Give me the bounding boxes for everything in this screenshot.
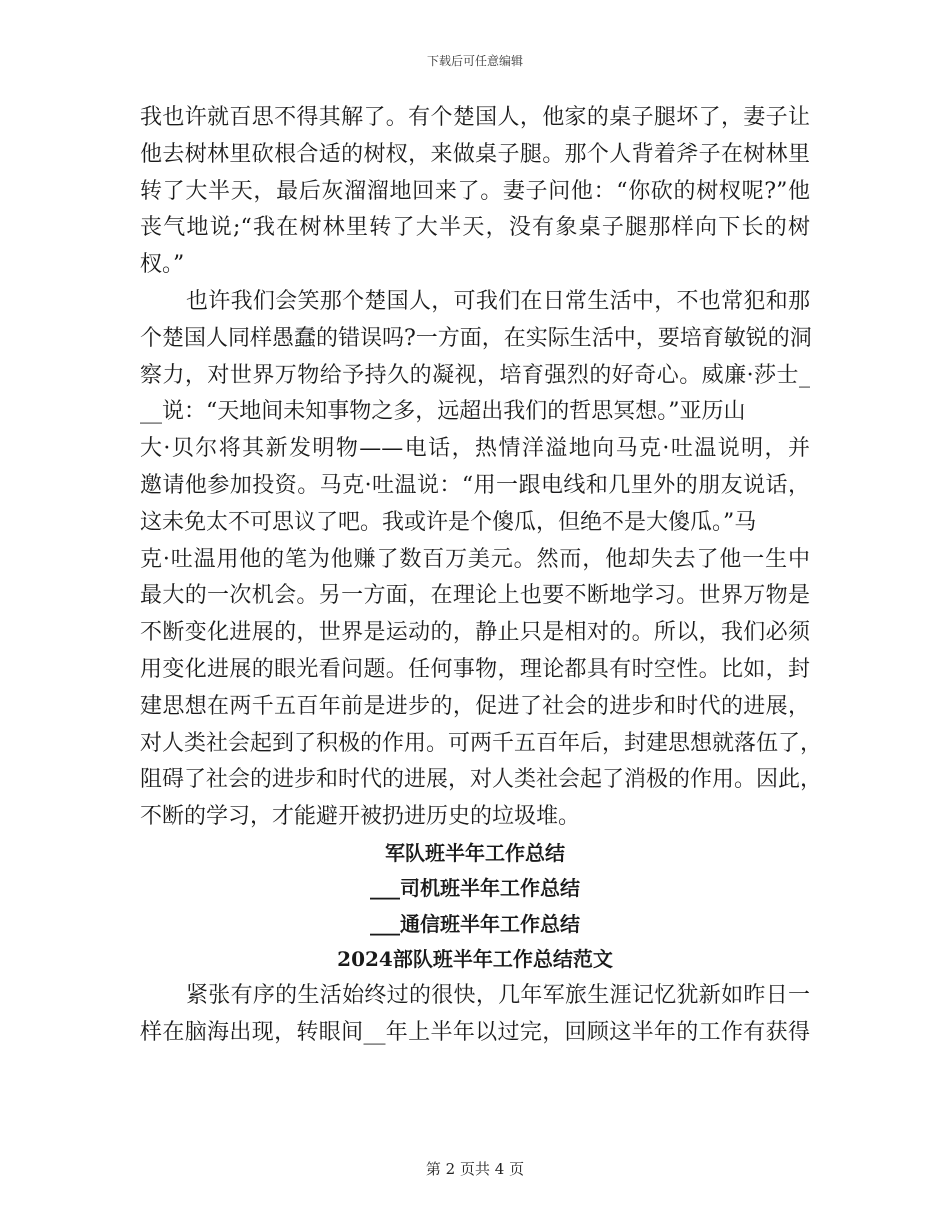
- text-line: 也许我们会笑那个楚国人，可我们在日常生活中，不也常犯和那: [186, 288, 810, 314]
- text-line: 杈。”: [140, 252, 185, 278]
- text-line: 丧气地说;“我在树林里转了大半天，没有象桌子腿那样向下长的树: [140, 215, 810, 241]
- text-line: __说：“天地间未知事物之多，远超出我们的哲思冥想。”亚历山: [140, 399, 746, 425]
- text-line: 邀请他参加投资。马克·吐温说：“用一跟电线和几里外的朋友说话，: [140, 472, 810, 498]
- document-body: [140, 100, 823, 1052]
- text-line: 我也许就百思不得其解了。有个楚国人，他家的桌子腿坏了，妻子让: [140, 105, 810, 130]
- text-line: 大·贝尔将其新发明物——电话，热情洋溢地向马克·吐温说明，并: [140, 436, 810, 462]
- section-title: ___通信班半年工作总结: [370, 911, 580, 936]
- page-number: 第 2 页共 4 页: [425, 1160, 525, 1178]
- text-line: 这未免太不可思议了吧。我或许是个傻瓜，但绝不是大傻瓜。”马: [140, 509, 757, 535]
- text-line: 阻碍了社会的进步和时代的进展，对人类社会起了消极的作用。因此，: [140, 767, 823, 793]
- text-line: 样在脑海出现，转眼间__年上半年以过完，回顾这半年的工作有获得: [140, 1019, 810, 1045]
- text-line: 克·吐温用他的笔为他赚了数百万美元。然而，他却失去了他一生中: [140, 546, 810, 572]
- text-line: 对人类社会起到了积极的作用。可两千五百年后，封建思想就落伍了，: [140, 730, 823, 756]
- paragraph-3: [140, 978, 810, 1052]
- text-line: 紧张有序的生活始终过的很快，几年军旅生涯记忆犹新如昨日一: [186, 982, 810, 1008]
- text-line: 建思想在两千五百年前是进步的，促进了社会的进步和时代的进展，: [140, 693, 810, 719]
- section-title: 2024部队班半年工作总结范文: [337, 947, 613, 972]
- section-titles: [140, 836, 810, 978]
- text-line: 察力，对世界万物给予持久的凝视，培育强烈的好奇心。威廉·莎士_: [140, 362, 810, 388]
- page-header: 下载后可任意编辑: [426, 54, 523, 68]
- text-line: 用变化进展的眼光看问题。任何事物，理论都具有时空性。比如，封: [140, 656, 810, 682]
- text-line: 个楚国人同样愚蠢的错误吗?一方面，在实际生活中，要培育敏锐的洞: [140, 325, 812, 351]
- text-line: 最大的一次机会。另一方面，在理论上也要不断地学习。世界万物是: [140, 583, 810, 609]
- text-line: 他去树林里砍根合适的树杈，来做桌子腿。那个人背着斧子在树林里: [140, 141, 810, 167]
- paragraph-2: [140, 284, 823, 836]
- text-line: 不断变化进展的，世界是运动的，静止只是相对的。所以，我们必须: [140, 620, 810, 646]
- section-title: ___司机班半年工作总结: [370, 876, 580, 901]
- paragraph-1: [140, 100, 810, 284]
- text-line: 不断的学习，才能避开被扔进历史的垃圾堆。: [140, 804, 581, 830]
- section-title: 军队班半年工作总结: [385, 840, 565, 865]
- text-line: 转了大半天，最后灰溜溜地回来了。妻子问他：“你砍的树杈呢?”他: [140, 178, 810, 204]
